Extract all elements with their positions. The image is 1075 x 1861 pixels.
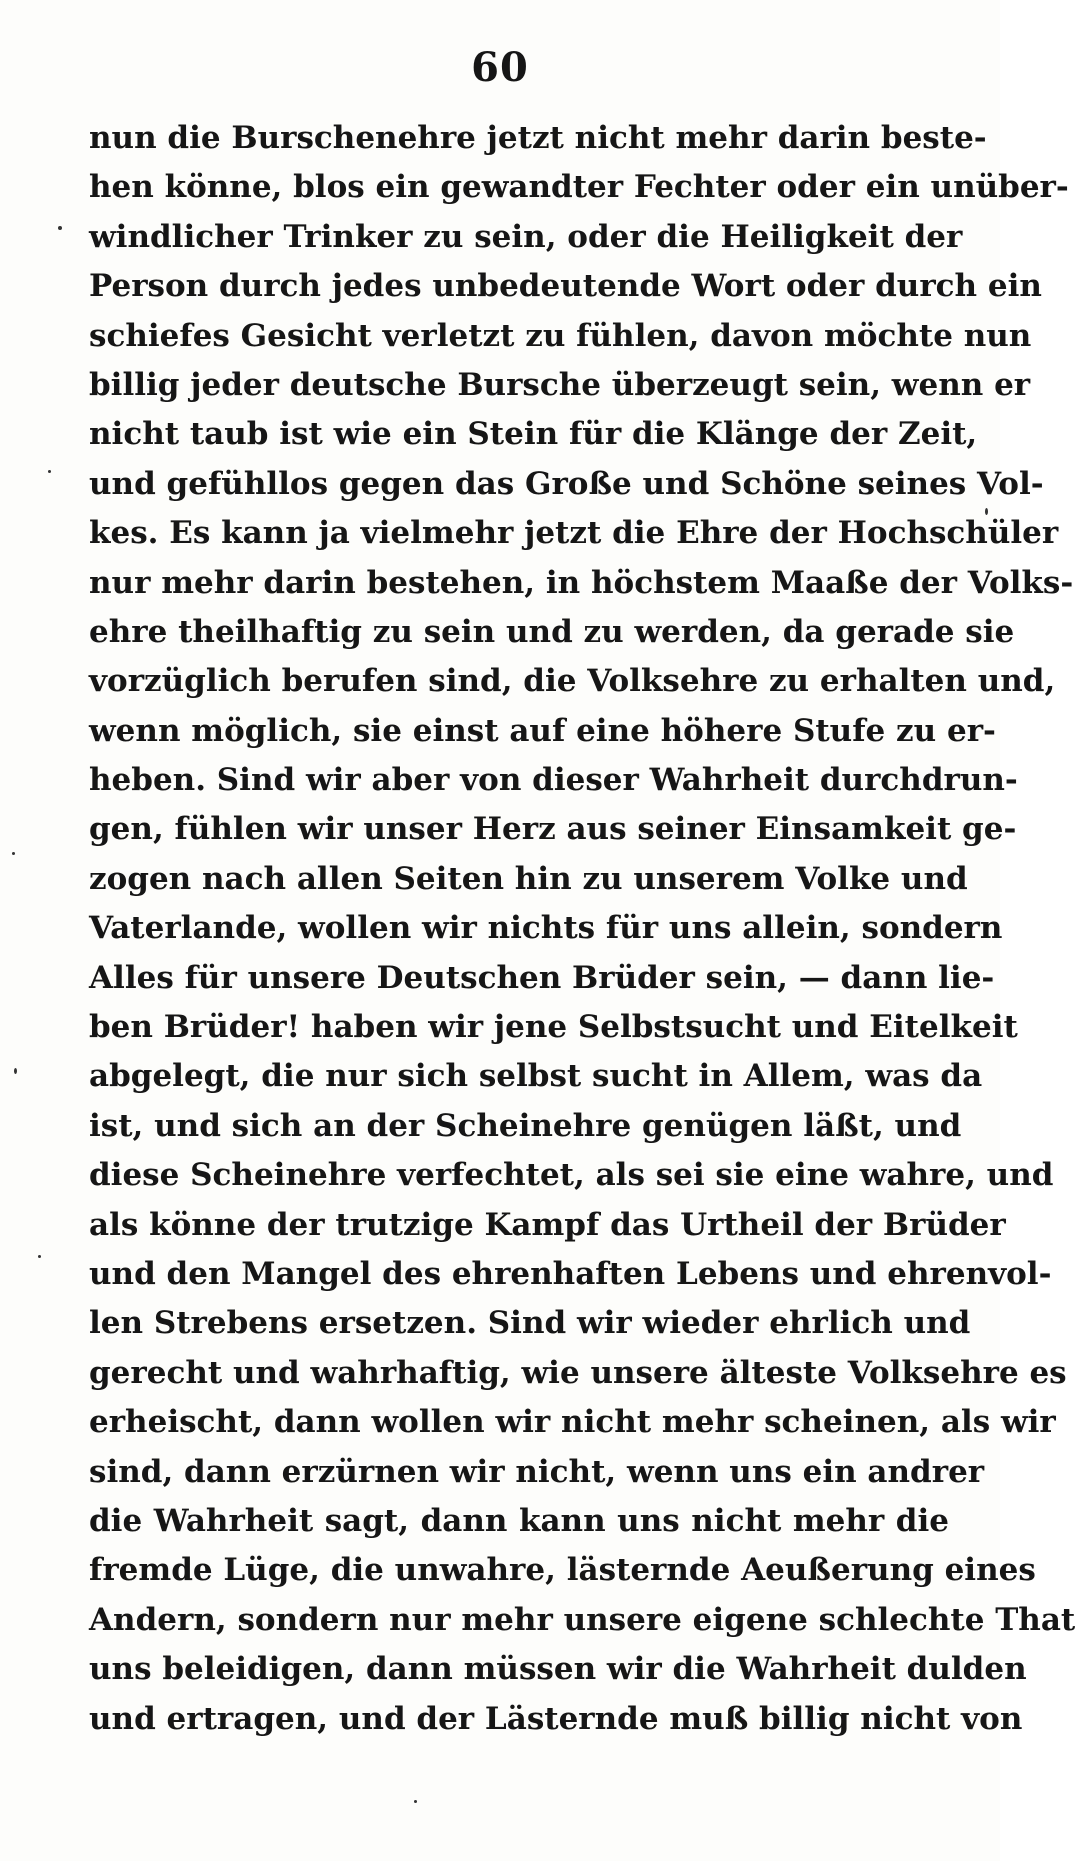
text-line: sind, dann erzürnen wir nicht, wenn uns ein andrer xyxy=(89,1453,985,1490)
scan-speck xyxy=(985,508,988,515)
text-line: und ertragen, und der Lästernde muß billig nicht von xyxy=(89,1700,1023,1737)
text-line: fremde Lüge, die unwahre, lästernde Aeußerung eines xyxy=(89,1552,1036,1589)
text-line: wenn möglich, sie einst auf eine höhere Stufe zu er- xyxy=(89,712,996,749)
text-line: len Strebens ersetzen. Sind wir wieder ehrlich und xyxy=(89,1305,971,1342)
text-line: und gefühllos gegen das Große und Schöne seines Vol- xyxy=(89,465,1044,502)
text-line: windlicher Trinker zu sein, oder die Heiligkeit der xyxy=(89,218,963,255)
text-line: heben. Sind wir aber von dieser Wahrheit durchdrun- xyxy=(89,762,1018,799)
scan-speck xyxy=(38,1255,41,1258)
text-line: ehre theilhaftig zu sein und zu werden, da gerade sie xyxy=(89,613,1015,650)
text-line: hen könne, blos ein gewandter Fechter oder ein unüber- xyxy=(89,169,1069,206)
text-line: gerecht und wahrhaftig, wie unsere älteste Volksehre es xyxy=(89,1354,1067,1391)
scan-speck xyxy=(48,470,51,473)
body-text xyxy=(89,114,1075,1744)
scan-speck xyxy=(58,226,62,230)
text-line: und den Mangel des ehrenhaften Lebens und ehrenvol- xyxy=(89,1255,1052,1292)
text-line: Person durch jedes unbedeutende Wort oder durch ein xyxy=(89,268,1042,305)
text-line: als könne der trutzige Kampf das Urtheil der Brüder xyxy=(89,1206,1006,1243)
text-line: nicht taub ist wie ein Stein für die Klänge der Zeit, xyxy=(89,416,978,453)
text-line: diese Scheinehre verfechtet, als sei sie eine wahre, und xyxy=(89,1157,1054,1194)
text-line: nun die Burschenehre jetzt nicht mehr darin beste- xyxy=(89,120,987,156)
text-line: vorzüglich berufen sind, die Volksehre zu erhalten und, xyxy=(89,663,1056,700)
page-number: 60 xyxy=(471,44,529,91)
text-line: ist, und sich an der Scheinehre genügen läßt, und xyxy=(89,1107,962,1144)
text-line: abgelegt, die nur sich selbst sucht in Allem, was da xyxy=(89,1058,983,1095)
text-line: Andern, sondern nur mehr unsere eigene schlechte That xyxy=(89,1601,1075,1638)
text-line: uns beleidigen, dann müssen wir die Wahrheit dulden xyxy=(89,1651,1027,1688)
text-line: nur mehr darin bestehen, in höchstem Maaße der Volks- xyxy=(89,564,1074,601)
text-line: kes. Es kann ja vielmehr jetzt die Ehre der Hochschüler xyxy=(89,515,1059,552)
text-line: zogen nach allen Seiten hin zu unserem Volke und xyxy=(89,860,968,897)
text-line: ben Brüder! haben wir jene Selbstsucht und Eitelkeit xyxy=(89,1009,1018,1046)
scan-speck xyxy=(14,1068,17,1074)
scan-speck xyxy=(414,1800,417,1803)
text-line: schiefes Gesicht verletzt zu fühlen, davon möchte nun xyxy=(89,317,1032,354)
text-line: erheischt, dann wollen wir nicht mehr scheinen, als wir xyxy=(89,1404,1056,1441)
text-line: Vaterlande, wollen wir nichts für uns allein, sondern xyxy=(89,910,1003,947)
text-line: Alles für unsere Deutschen Brüder sein, — dann lie- xyxy=(89,959,995,996)
text-line: die Wahrheit sagt, dann kann uns nicht mehr die xyxy=(89,1502,949,1539)
text-line: gen, fühlen wir unser Herz aus seiner Einsamkeit ge- xyxy=(89,811,1017,848)
scan-speck xyxy=(12,852,15,855)
text-line: billig jeder deutsche Bursche überzeugt sein, wenn er xyxy=(89,366,1031,403)
